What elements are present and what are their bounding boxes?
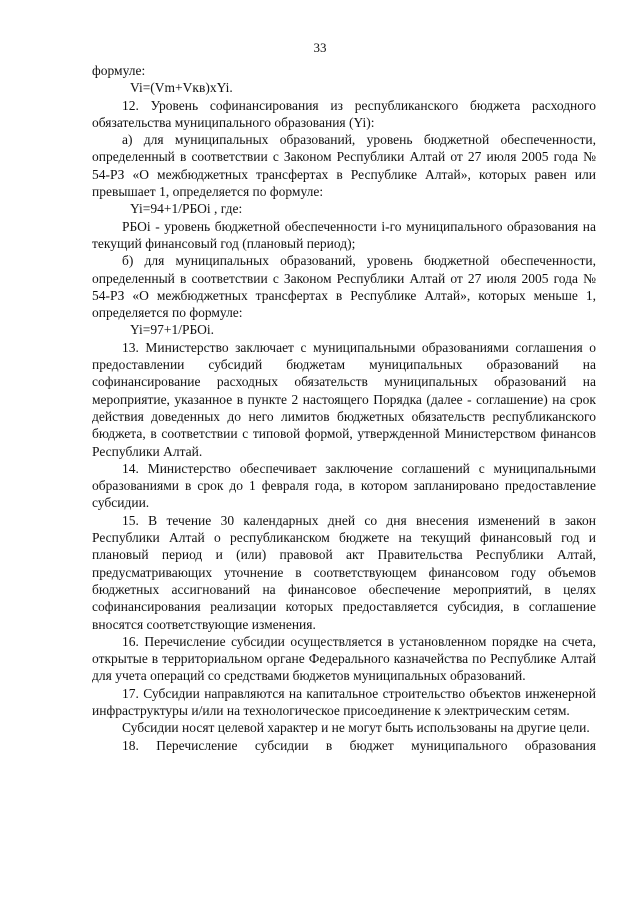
page-number: 33 bbox=[313, 40, 327, 55]
paragraph-12a: а) для муниципальных образований, уровень бюджетной обеспеченности, определенный в соответствии с Законом Республики Алтай от 27 июля 2005 года № 54-РЗ «О межбюджетных трансфертах в Республике Алтай», которых равен или превышает 1, определяется по формуле: bbox=[92, 132, 596, 200]
paragraph-15: 15. В течение 30 календарных дней со дня внесения изменений в закон Республики Алтай о республиканском бюджете на текущий финансовый год и плановый период и (или) правовой акт Правительства Республики Алтай, предусматривающих уточнение в соответствующем финансовом году объемов бюджетных ассигнований на финансовое обеспечение мероприятий, в целях софинансирования реализации которых предоставляется субсидия, в соглашение вносятся соответствующие изменения. bbox=[92, 512, 596, 632]
paragraph-rbo-definition: РБОi - уровень бюджетной обеспеченности i-го муниципального образования на текущий финансовый год (плановый период); bbox=[92, 218, 596, 251]
document-body bbox=[92, 62, 596, 754]
paragraph-17: 17. Субсидии направляются на капитальное строительство объектов инженерной инфраструктуры и/или на технологическое присоединение к электрическим сетям. bbox=[92, 685, 596, 718]
paragraph-17-continued: Субсидии носят целевой характер и не могут быть использованы на другие цели. bbox=[122, 720, 590, 736]
paragraph-12b: б) для муниципальных образований, уровень бюджетной обеспеченности, определенный в соответствии с Законом Республики Алтай от 27 июля 2005 года № 54-РЗ «О межбюджетных трансфертах в Республике Алтай», которых меньше 1, определяется по формуле: bbox=[92, 253, 596, 321]
paragraph-continuation: формуле: bbox=[92, 63, 146, 78]
formula-yi-97: Yi=97+1/РБОi. bbox=[130, 322, 215, 338]
formula-vi: Vi=(Vm+Vкв)xYi. bbox=[130, 80, 233, 96]
paragraph-14: 14. Министерство обеспечивает заключение соглашений с муниципальными образованиями в срок до 1 февраля года, в котором запланировано предоставление субсидии. bbox=[92, 460, 596, 511]
paragraph-12: 12. Уровень софинансирования из республиканского бюджета расходного обязательства муниципального образования (Yi): bbox=[92, 97, 596, 130]
paragraph-16: 16. Перечисление субсидии осуществляется в установленном порядке на счета, открытые в территориальном органе Федерального казначейства по Республике Алтай для учета операций со средствами бюджетов муниципальных образований. bbox=[92, 633, 596, 684]
paragraph-18: 18. Перечисление субсидии в бюджет муниципального образования bbox=[122, 737, 596, 753]
formula-yi-94: Yi=94+1/РБОi , где: bbox=[130, 201, 243, 217]
paragraph-13: 13. Министерство заключает с муниципальными образованиями соглашения о предоставлении субсидий бюджетам муниципальных образований на софинансирование расходных обязательств муниципальных образований на мероприятие, указанное в пункте 2 настоящего Порядка (далее - соглашение) на срок действия доведенных до него лимитов бюджетных обязательств республиканского бюджета, в соответствии с типовой формой, утвержденной Министерством финансов Республики Алтай. bbox=[92, 339, 596, 459]
